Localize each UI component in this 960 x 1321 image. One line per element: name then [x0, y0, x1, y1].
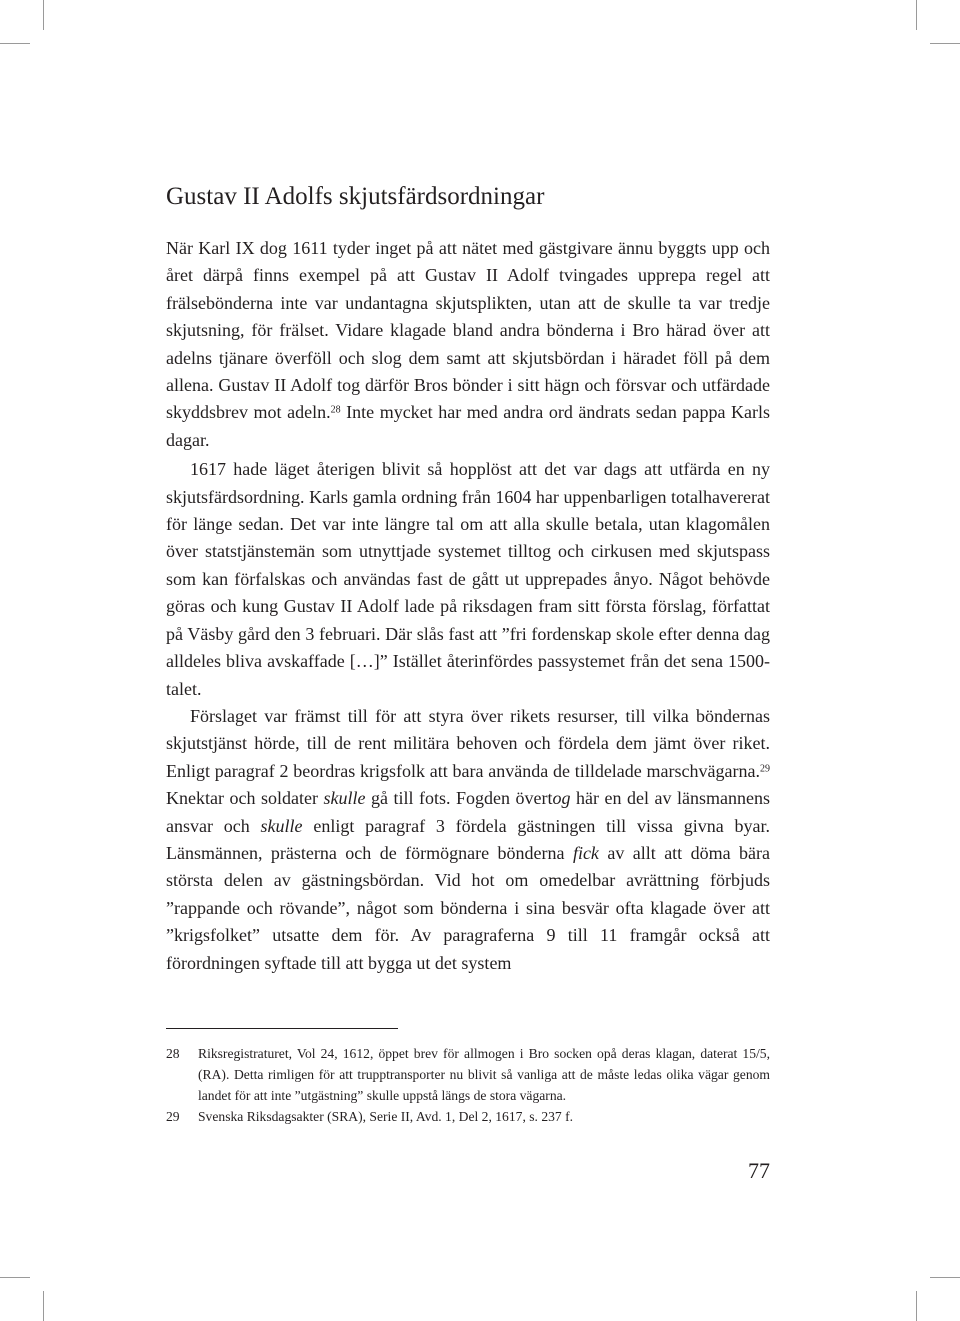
paragraph: [166, 235, 770, 454]
footnote-divider: [166, 1028, 398, 1029]
footnote-reference: 28: [330, 404, 341, 416]
footnote-reference: 29: [760, 763, 770, 775]
text-run: 1617 hade läget återigen blivit så hopplöst att det var dags att utfärda en ny skjutsfärdsordning. Karls gamla ordning från 1604 har uppenbarligen totalhavererat för länge sedan. Det var inte längre tal om att alla skulle betala, utan klagomålen över statstjänstemän som utnyttjade systemet tilltog och cirkusen med skjutspass som kan förfalskas och användas fast de gått ut upprepades ånyo. Något behövde göras och kung Gustav II Adolf lade på riksdagen fram sitt första förslag, författat på Väsby gård den 3 februari. Där slås fast att ”fri fordenskap skole efter denna dag alldeles bliva avskaffade […]” Istället återinfördes passystemet från det sena 1500-talet.: [166, 459, 770, 699]
paragraph: [166, 703, 770, 977]
section-heading: Gustav II Adolfs skjutsfärdsordningar: [166, 183, 545, 210]
emphasis: fick: [572, 842, 599, 863]
text-run: av allt att döma bära största delen av gästningsbördan. Vid hot om omedelbar avrättning förbjuds ”rappande och rövande”, något som bönderna i sina besvär ofta klagade över att ”krigsfolket” utsatte dem för. Av paragraferna 9 till 11 framgår också att förordningen syftade till att bygga ut det system: [166, 842, 771, 973]
text-run: här en del av länsmannens ansvar och: [166, 788, 770, 836]
emphasis: og: [552, 788, 571, 809]
crop-mark-bottom-right: [916, 1291, 917, 1321]
emphasis: skulle: [323, 788, 366, 809]
footnote: [166, 1043, 770, 1106]
crop-mark-bottom-left: [43, 1291, 44, 1321]
crop-mark-left-lower: [0, 1277, 30, 1278]
crop-mark-top-left: [43, 0, 44, 30]
page-number: 77: [748, 1158, 770, 1183]
footnotes: [166, 1043, 770, 1127]
crop-mark-right-upper: [930, 43, 960, 44]
footnote-number: 28: [166, 1046, 180, 1061]
footnote: [166, 1106, 770, 1127]
footnote-number: 29: [166, 1109, 180, 1124]
body-text: [166, 235, 770, 977]
text-run: När Karl IX dog 1611 tyder inget på att nätet med gästgivare ännu byggts upp och året därpå finns exempel på att Gustav II Adolf tvingades upprepa regel att frälsebönderna inte var undantagna skjutsplikten, utan att de skulle ta var tredje skjutsning, för frälset. Vidare klagade bland andra bönderna i Bro härad över att adelns tjänare överföll och slog dem samt att skjutsbördan i häradet föll på dem allena. Gustav II Adolf tog därför Bros bönder i sitt hägn och försvar och utfärdade skyddsbrev mot adeln.: [166, 238, 770, 423]
paragraph: [166, 456, 770, 703]
text-run: Förslaget var främst till för att styra över rikets resurser, till vilka böndernas skjutstjänst hörde, till de rent militära behoven och fördela dem jämt över riket. Enligt paragraf 2 beordras krigsfolk att bara använda de tilldelade marschvägarna.: [166, 705, 770, 781]
text-run: Inte mycket har med andra ord ändrats sedan pappa Karls dagar.: [166, 402, 770, 450]
emphasis: skulle: [260, 815, 303, 836]
text-run: Knektar och soldater: [166, 788, 324, 809]
crop-mark-right-lower: [930, 1277, 960, 1278]
footnote-text: Riksregistraturet, Vol 24, 1612, öppet brev för allmogen i Bro socken opå deras klagan, daterat 15/5, (RA). Detta rimligen för att trupptransporter nu blivit så vanliga att de måste ledas olika vägar genom landet för att inte ”utgästning” skulle uppstå längs de stora vägarna.: [198, 1046, 770, 1103]
text-run: gå till fots. Fogden övert: [365, 788, 553, 809]
footnote-text: Svenska Riksdagsakter (SRA), Serie II, Avd. 1, Del 2, 1617, s. 237 f.: [198, 1109, 574, 1124]
crop-mark-left-upper: [0, 43, 30, 44]
text-run: enligt paragraf 3 fördela gästningen till vissa givna byar. Länsmännen, prästerna och de förmögnare bönderna: [166, 815, 770, 863]
crop-mark-top-right: [916, 0, 917, 30]
